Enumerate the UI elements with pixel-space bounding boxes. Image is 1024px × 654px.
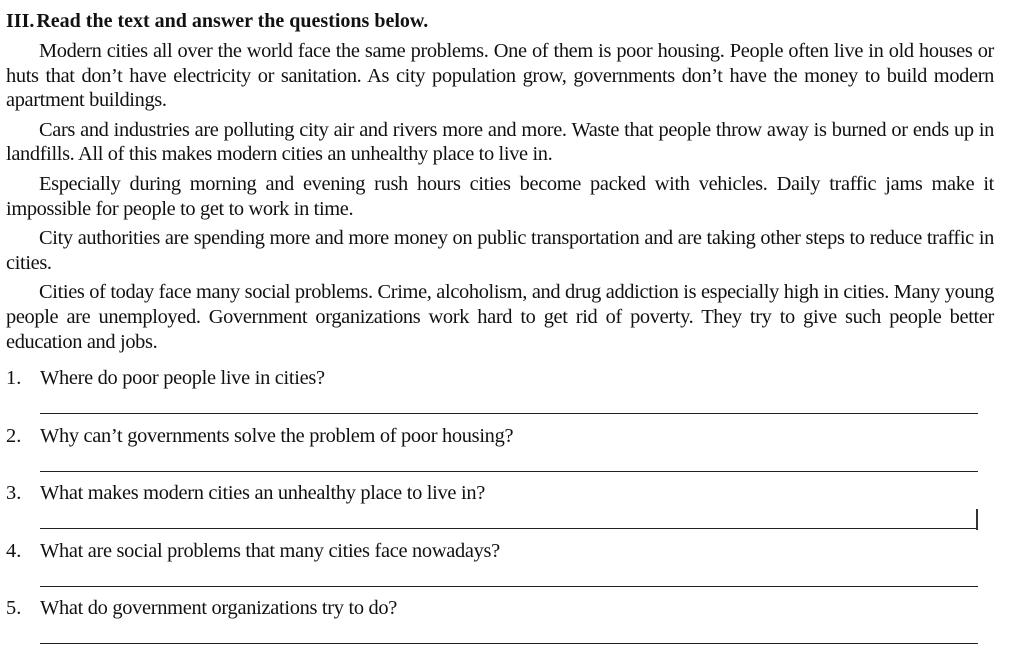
question-item <box>6 424 1006 482</box>
question-text: What makes modern cities an unhealthy place to live in? <box>40 482 485 504</box>
question-list <box>6 366 1006 654</box>
question-number: 4. <box>6 539 22 562</box>
reading-passage <box>6 39 994 359</box>
question-item <box>6 481 1006 539</box>
question-item <box>6 539 1006 597</box>
passage-paragraph: Modern cities all over the world face the same problems. One of them is poor housing. People often live in old houses or huts that don’t have electricity or sanitation. As city population grow, governments don’t have the money to build modern apartment buildings. <box>6 40 994 112</box>
passage-paragraph: Cities of today face many social problems. Crime, alcoholism, and drug addiction is especially high in cities. Many young people are unemployed. Government organizations work hard to get rid of poverty. They try to give such people better education and jobs. <box>6 281 994 353</box>
answer-line[interactable] <box>40 528 978 529</box>
question-number: 2. <box>6 424 22 447</box>
answer-line[interactable] <box>40 586 978 587</box>
question-text: Where do poor people live in cities? <box>40 367 325 389</box>
question-item <box>6 596 1006 654</box>
question-number: 3. <box>6 482 22 504</box>
text-cursor-mark <box>976 509 978 530</box>
passage-paragraph: City authorities are spending more and more money on public transportation and are taking other steps to reduce traffic in cities. <box>6 227 994 274</box>
question-number: 5. <box>6 597 22 619</box>
answer-line[interactable] <box>40 471 978 472</box>
exercise-number: III. <box>6 10 35 32</box>
passage-paragraph: Especially during morning and evening rush hours cities become packed with vehicles. Daily traffic jams make it impossible for people to get to work in time. <box>6 172 994 220</box>
answer-line[interactable] <box>40 413 978 414</box>
question-text: Why can’t governments solve the problem of poor housing? <box>40 424 514 447</box>
passage-paragraph: Cars and industries are polluting city air and rivers more and more. Waste that people throw away is burned or ends up in landfills. All of this makes modern cities an unhealthy place to live in. <box>6 118 994 166</box>
question-number: 1. <box>6 367 22 389</box>
answer-line[interactable] <box>40 643 978 644</box>
question-text: What do government organizations try to do? <box>40 597 398 619</box>
exercise-heading <box>6 9 428 33</box>
question-text: What are social problems that many cities face nowadays? <box>40 539 500 562</box>
question-item <box>6 366 1006 424</box>
exercise-instruction: Read the text and answer the questions below. <box>36 10 429 32</box>
